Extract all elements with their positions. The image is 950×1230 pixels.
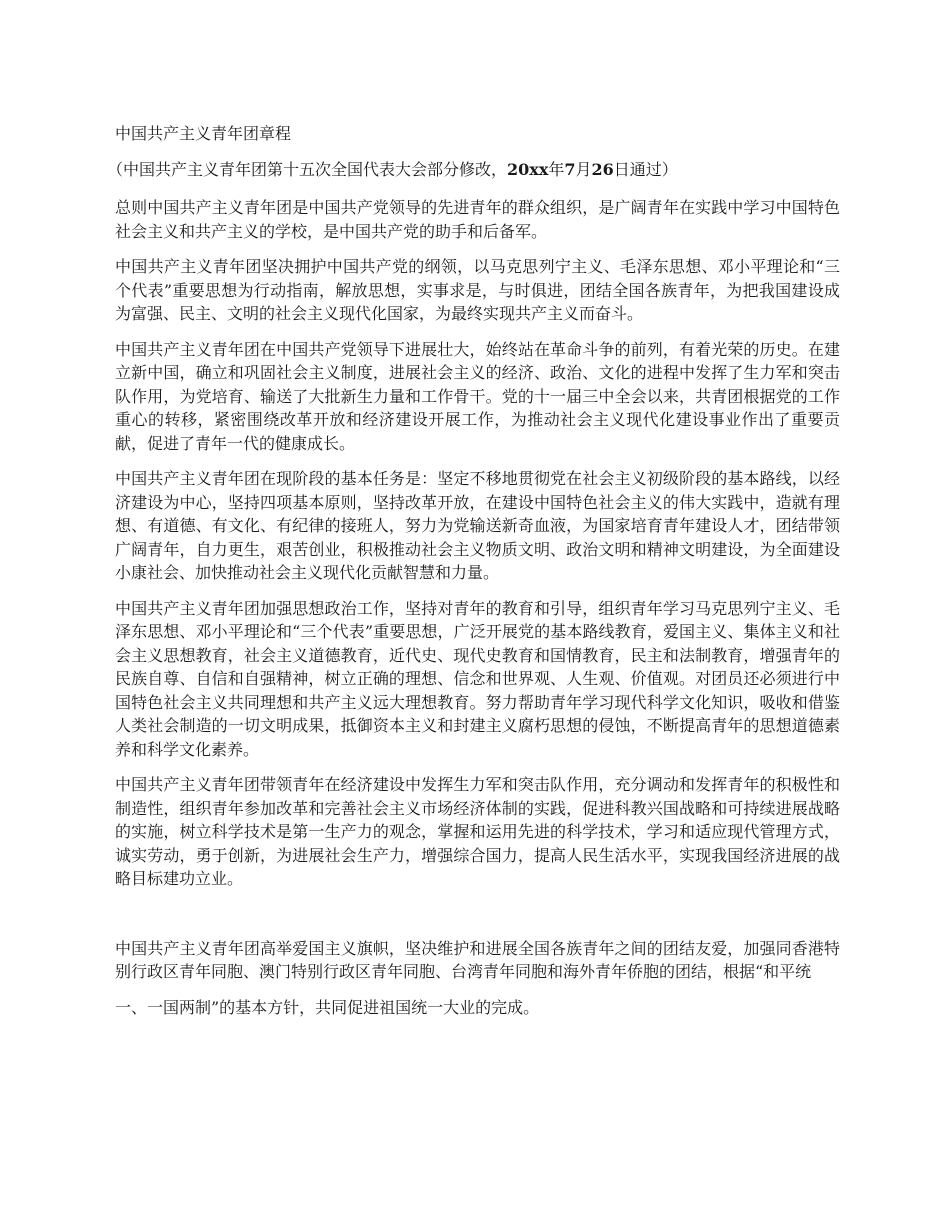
document-page	[107, 122, 840, 1031]
paragraph-economic-construction: 中国共产主义青年团带领青年在经济建设中发挥生力军和突击队作用，充分调动和发挥青年的积极性和制造性，组织青年参加改革和完善社会主义市场经济体制的实践，促进科教兴国战略和可持续进展战略的实施，树立科学技术是第一生产力的观念，掌握和运用先进的科学技术，学习和适应现代管理方式，诚实劳动，勇于创新，为进展社会生产力，增强综合国力，提高人民生活水平，实现我国经济进展的战略目标建功立业。	[115, 775, 840, 888]
paragraph-reunification: 一、一国两制”的基本方针，共同促进祖国统一大业的完成。	[115, 997, 540, 1017]
subtitle-text-4: 日通过）	[613, 160, 678, 179]
paragraph-general-principles: 总则中国共产主义青年团是中国共产党领导的先进青年的群众组织，是广阔青年在实践中学习中国特色社会主义和共产主义的学校，是中国共产党的助手和后备军。	[115, 198, 840, 241]
paragraph-ideological-work: 中国共产主义青年团加强思想政治工作，坚持对青年的教育和引导，组织青年学习马克思列宁主义、毛泽东思想、邓小平理论和“三个代表”重要思想，广泛开展党的基本路线教育，爱国主义、集体主义和社会主义思想教育，社会主义道德教育，近代史、现代史教育和国情教育，民主和法制教育，增强青年的民族自尊、自信和自强精神，树立正确的理想、信念和世界观、人生观、价值观。对团员还必须进行中国特色社会主义共同理想和共产主义远大理想教育。努力帮助青年学习现代科学文化知识，吸收和借鉴人类社会制造的一切文明成果，抵御资本主义和封建主义腐朽思想的侵蚀，不断提高青年的思想道德素养和科学文化素养。	[115, 598, 840, 759]
section-gap	[115, 903, 840, 937]
subtitle-month: 7	[564, 160, 576, 179]
paragraph-basic-tasks: 中国共产主义青年团在现阶段的基本任务是：坚定不移地贯彻党在社会主义初级阶段的基本路线，以经济建设为中心，坚持四项基本原则，坚持改革开放，在建设中国特色社会主义的伟大实践中，造就有理想、有道德、有文化、有纪律的接班人，努力为党输送新奇血液，为国家培育青年建设人才，团结带领广阔青年，自力更生，艰苦创业，积极推动社会主义物质文明、政治文明和精神文明建设，为全面建设小康社会、加快推动社会主义现代化贡献智慧和力量。	[115, 469, 840, 582]
subtitle-text-2: 年	[548, 160, 565, 179]
document-title: 中国共产主义青年团章程	[115, 124, 292, 143]
paragraph-patriotism: 中国共产主义青年团高举爱国主义旗帜，坚决维护和进展全国各族青年之间的团结友爱，加强同香港特别行政区青年同胞、澳门特别行政区青年同胞、台湾青年同胞和海外青年侨胞的团结，根据“和平统	[115, 938, 840, 981]
document-subtitle	[107, 158, 840, 182]
subtitle-text-3: 月	[575, 160, 592, 179]
subtitle-day: 26	[591, 160, 614, 179]
subtitle-text-1: （中国共产主义青年团第十五次全国代表大会部分修改，	[107, 160, 508, 179]
subtitle-year: 20xx	[507, 160, 549, 179]
paragraph-history: 中国共产主义青年团在中国共产党领导下进展壮大，始终站在革命斗争的前列，有着光荣的历史。在建立新中国，确立和巩固社会主义制度，进展社会主义的经济、政治、文化的进程中发挥了生力军和突击队作用，为党培育、输送了大批新生力量和工作骨干。党的十一届三中全会以来，共青团根据党的工作重心的转移，紧密围绕改革开放和经济建设开展工作，为推动社会主义现代化建设事业作出了重要贡献，促进了青年一代的健康成长。	[115, 339, 840, 453]
paragraph-program: 中国共产主义青年团坚决拥护中国共产党的纲领，以马克思列宁主义、毛泽东思想、邓小平理论和“三个代表”重要思想为行动指南，解放思想，实事求是，与时俱进，团结全国各族青年，为把我国建设成为富强、民主、文明的社会主义现代化国家，为最终实现共产主义而奋斗。	[115, 257, 840, 323]
